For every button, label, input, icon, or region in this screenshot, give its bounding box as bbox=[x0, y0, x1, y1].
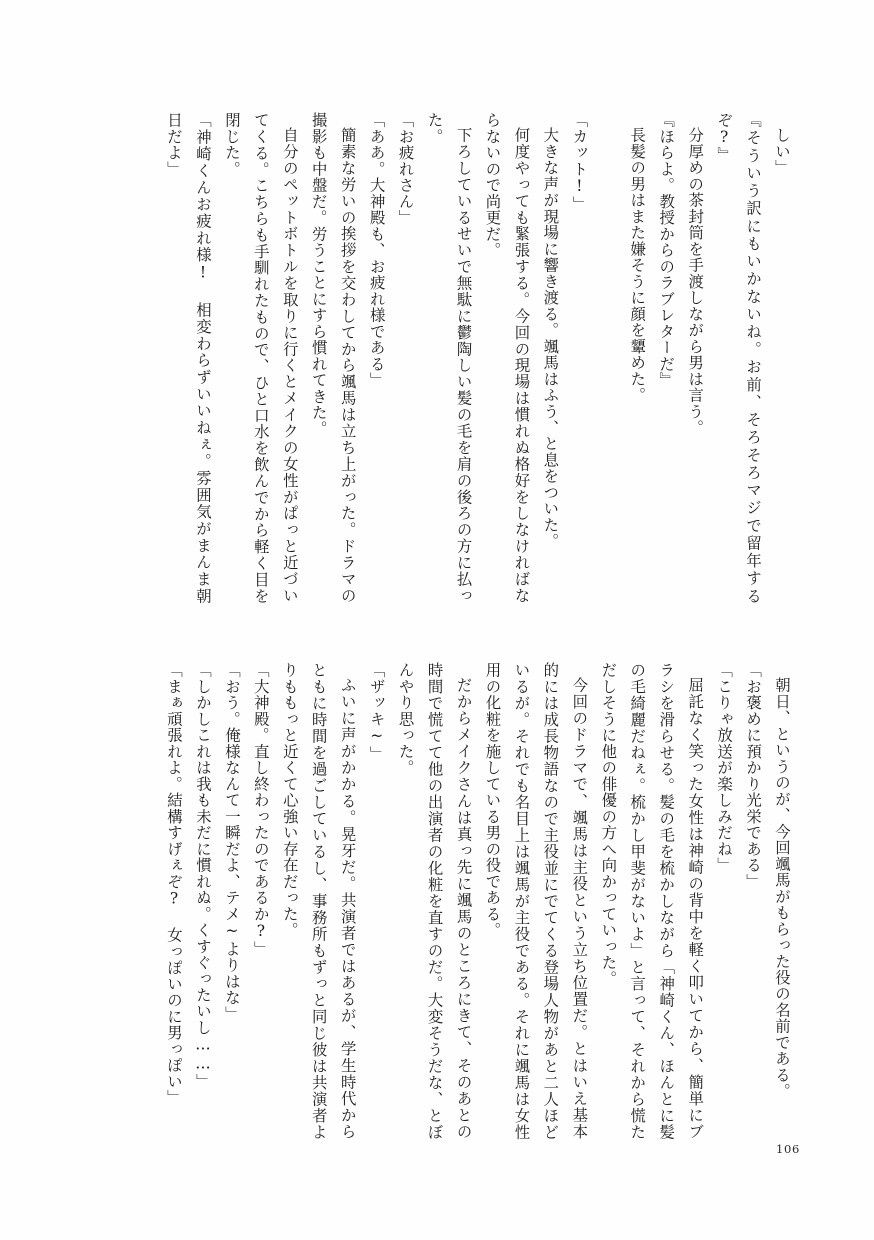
paragraph: 大きな声が現場に響き渡る。颯馬はふう、と息をついた。 bbox=[541, 127, 560, 550]
paragraph: 「神崎くんお疲れ様! 相変わらずいいねぇ。雰囲気がまんま朝日だよ」 bbox=[164, 112, 212, 604]
paragraph: 朝日、というのが、今回颯馬がもらった役の名前である。 bbox=[773, 677, 791, 1100]
paragraph: 簡素な労いの挨拶を交わしてから颯馬は立ち上がった。ドラマの撮影も中盤だ。労うことにすら慣れてきた。 bbox=[309, 112, 357, 604]
paragraph: 長髪の男はまた嫌そうに顔を顰めた。 bbox=[628, 127, 647, 404]
paragraph: 下ろしているせいで無駄に鬱陶しい髪の毛を肩の後ろの方に払った。 bbox=[425, 112, 473, 604]
paragraph: 今回のドラマで、颯馬は主役という立ち位置だ。とはいえ基本的には成長物語なので主役並にでてくる登場人物があと二人ほどいるが。それでも名目上は颯馬が主役である。それに颯馬は女性用の化粧を施している男の役である。 bbox=[483, 662, 589, 1140]
paragraph: 「おう。俺様なんて一瞬だよ、テメ~よりはな」 bbox=[222, 662, 241, 1023]
paragraph: ふいに声がかかる。晃牙だ。共演者ではあるが、学生時代からともに時間を過ごしているし、事務所もずっと同じ彼は共演者よりももっと近くて心強い存在だった。 bbox=[280, 662, 357, 1140]
paragraph: 「お疲れさん」 bbox=[396, 112, 415, 226]
text-block-upper bbox=[124, 112, 796, 604]
paragraph: 「大神殿。直し終わったのであるか?」 bbox=[251, 662, 270, 958]
page-number: 106 bbox=[775, 1142, 800, 1156]
paragraph: 「お褒めに預かり光栄である」 bbox=[744, 662, 763, 890]
paragraph: だからメイクさんは真っ先に颯馬のところにきて、そのあとの時間で慌てて他の出演者の化粧を直すのだ。大変そうだな、とぼんやり思った。 bbox=[396, 662, 473, 1140]
paragraph: 「カット!」 bbox=[570, 112, 589, 213]
paragraph: 自分のペットボトルを取りに行くとメイクの女性がぱっと近づいてくる。こちらも手馴れたもので、ひと口水を飲んでから軽く目を閉じた。 bbox=[222, 112, 299, 604]
paragraph: 分厚めの茶封筒を手渡しながら男は言う。 bbox=[686, 127, 705, 437]
text-block-lower bbox=[106, 662, 796, 1140]
paragraph: 『そういう訳にもいかないね。お前、そろそろマジで留年するぞ?』 bbox=[715, 112, 763, 604]
paragraph: 「しかしこれは我も未だに慣れぬ。くすぐったいし……」 bbox=[193, 662, 212, 1090]
paragraph: 「ああ。大神殿も、お疲れ様である」 bbox=[367, 112, 386, 389]
paragraph: 「こりゃ放送が楽しみだね」 bbox=[715, 662, 734, 874]
paragraph: 「ザッキ~」 bbox=[367, 662, 386, 763]
paragraph: 屈託なく笑った女性は神崎の背中を軽く叩いてから、簡単にブラシを滑らせる。髪の毛を梳かしながら「神崎くん、ほんとに髪の毛綺麗だねぇ。梳かし甲斐がないよ」と言って、それから慌ただしそうに他の俳優の方へ向かっていった。 bbox=[599, 662, 705, 1140]
paragraph: 「まぁ頑張れよ。結構すげぇぞ? 女っぽいのに男っぽい」 bbox=[164, 662, 183, 1106]
paragraph-gap bbox=[593, 112, 622, 604]
paragraph: しい」 bbox=[773, 127, 791, 177]
paragraph: 『ほらよ。教授からのラブレターだ』 bbox=[657, 112, 676, 389]
paragraph: 何度やっても緊張する。今回の現場は慣れぬ格好をしなければならないので尚更だ。 bbox=[483, 112, 531, 604]
